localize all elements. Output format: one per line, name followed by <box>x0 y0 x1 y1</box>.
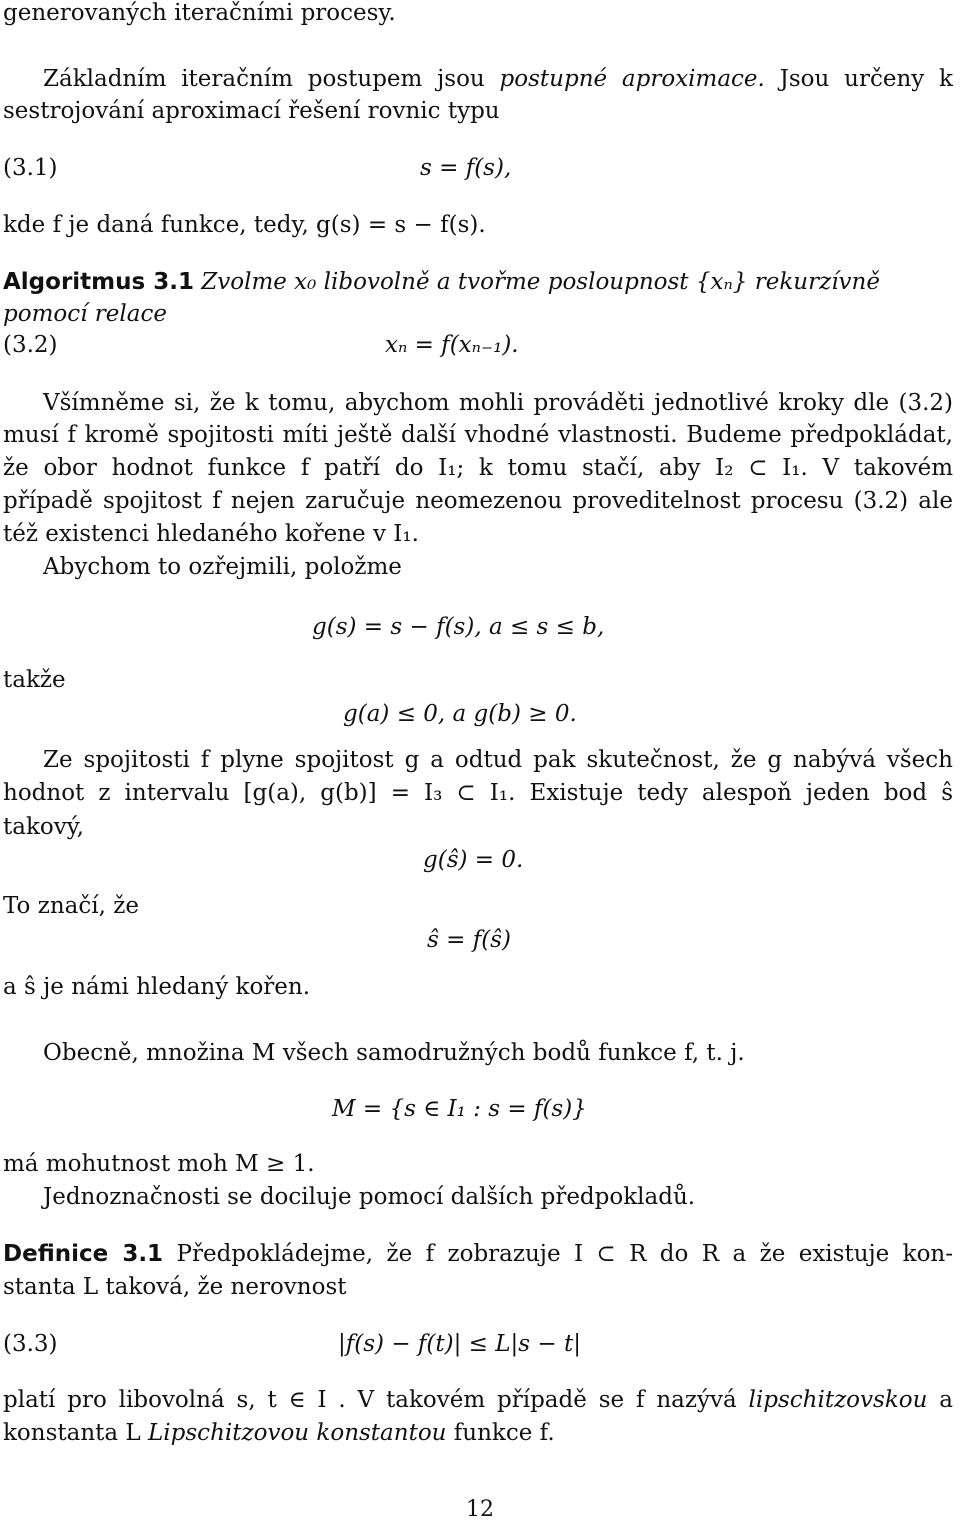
plati-line-2: konstanta L Lipschitzovou konstantou funkce f. <box>3 1420 555 1446</box>
equation-3-2: xₙ = f(xₙ₋₁). <box>385 332 519 358</box>
emphasis-lipschitzovskou: lipschitzovskou <box>748 1387 928 1413</box>
equation-3-1: s = f(s), <box>420 155 512 181</box>
equation-number-3-2: (3.2) <box>3 332 58 358</box>
a-shat-line: a ŝ je námi hledaný kořen. <box>3 974 311 1000</box>
equation-g-definition: g(s) = s − f(s), a ≤ s ≤ b, <box>312 614 605 640</box>
paragraph-3-line-3: takový, <box>3 814 84 840</box>
paragraph-3-line-1: Ze spojitosti f plyne spojitost g a odtud pak skutečnost, že g nabývá všech <box>43 747 953 773</box>
intro-line: generovaných iteračními procesy. <box>3 0 396 26</box>
algorithm-text-1: Zvolme x₀ libovolně a tvořme posloupnost {xₙ} rekurzívně <box>201 269 880 295</box>
paragraph-3-line-2: hodnot z intervalu [g(a), g(b)] = I₃ ⊂ I₁. Existuje tedy alespoň jeden bod ŝ <box>3 780 953 806</box>
equation-g-shat-zero: g(ŝ) = 0. <box>423 847 524 873</box>
paragraph-2-line-4: případě spojitost f nejen zaručuje neomezenou proveditelnost procesu (3.2) ale <box>3 488 953 514</box>
jednoznacnosti-line: Jednoznačnosti se dociluje pomocí dalších předpokladů. <box>43 1184 696 1210</box>
paragraph-1-line-1: Základním iteračním postupem jsou postupné aproximace. Jsou určeny k <box>43 66 953 92</box>
plati-line-1: platí pro libovolná s, t ∈ I . V takovém případě se f nazývá lipschitzovskou a <box>3 1387 953 1413</box>
ma-mohutnost-line: má mohutnost moh M ≥ 1. <box>3 1151 315 1177</box>
equation-3-3: |f(s) − f(t)| ≤ L|s − t| <box>338 1331 581 1357</box>
equation-g-bounds: g(a) ≤ 0, a g(b) ≥ 0. <box>343 701 577 727</box>
equation-number-3-1: (3.1) <box>3 155 58 181</box>
takze-line: takže <box>3 667 66 693</box>
definition-line-2: stanta L taková, že nerovnost <box>3 1274 347 1300</box>
paragraph-1-line-2: sestrojování aproximací řešení rovnic typu <box>3 98 500 124</box>
algorithm-line-1 <box>3 265 880 299</box>
emphasis-postupne-aproximace: postupné aproximace. <box>499 66 765 92</box>
paragraph-2-line-3: že obor hodnot funkce f patří do I₁; k tomu stačí, aby I₂ ⊂ I₁. V takovém <box>3 455 953 481</box>
equation-number-3-3: (3.3) <box>3 1331 58 1357</box>
to-znaci-line: To značí, že <box>3 893 139 919</box>
paragraph-2-line-5: též existenci hledaného kořene v I₁. <box>3 521 419 547</box>
obecne-line: Obecně, množina M všech samodružných bodů funkce f, t. j. <box>43 1040 745 1066</box>
equation-shat-fixed-point: ŝ = f(ŝ) <box>427 927 511 953</box>
definition-line-1: Definice 3.1 Předpokládejme, že f zobrazuje I ⊂ R do R a že existuje kon- <box>3 1241 954 1267</box>
algorithm-line-2: pomocí relace <box>3 301 167 327</box>
abychom-line: Abychom to ozřejmili, položme <box>43 554 402 580</box>
emphasis-lipschitzova-konstanta: Lipschitzovou konstantou <box>148 1420 447 1446</box>
page-number: 12 <box>466 1497 494 1522</box>
definition-label: Definice 3.1 <box>3 1241 164 1267</box>
paragraph-2-line-2: musí f kromě spojitosti míti ještě další vhodné vlastnosti. Budeme předpokládat, <box>3 422 953 448</box>
kde-line: kde f je daná funkce, tedy, g(s) = s − f(s). <box>3 212 486 238</box>
equation-set-M: M = {s ∈ I₁ : s = f(s)} <box>332 1096 587 1122</box>
algorithm-label: Algoritmus 3.1 <box>3 269 194 295</box>
paragraph-2-line-1: Všímněme si, že k tomu, abychom mohli prováděti jednotlivé kroky dle (3.2) <box>43 390 953 416</box>
